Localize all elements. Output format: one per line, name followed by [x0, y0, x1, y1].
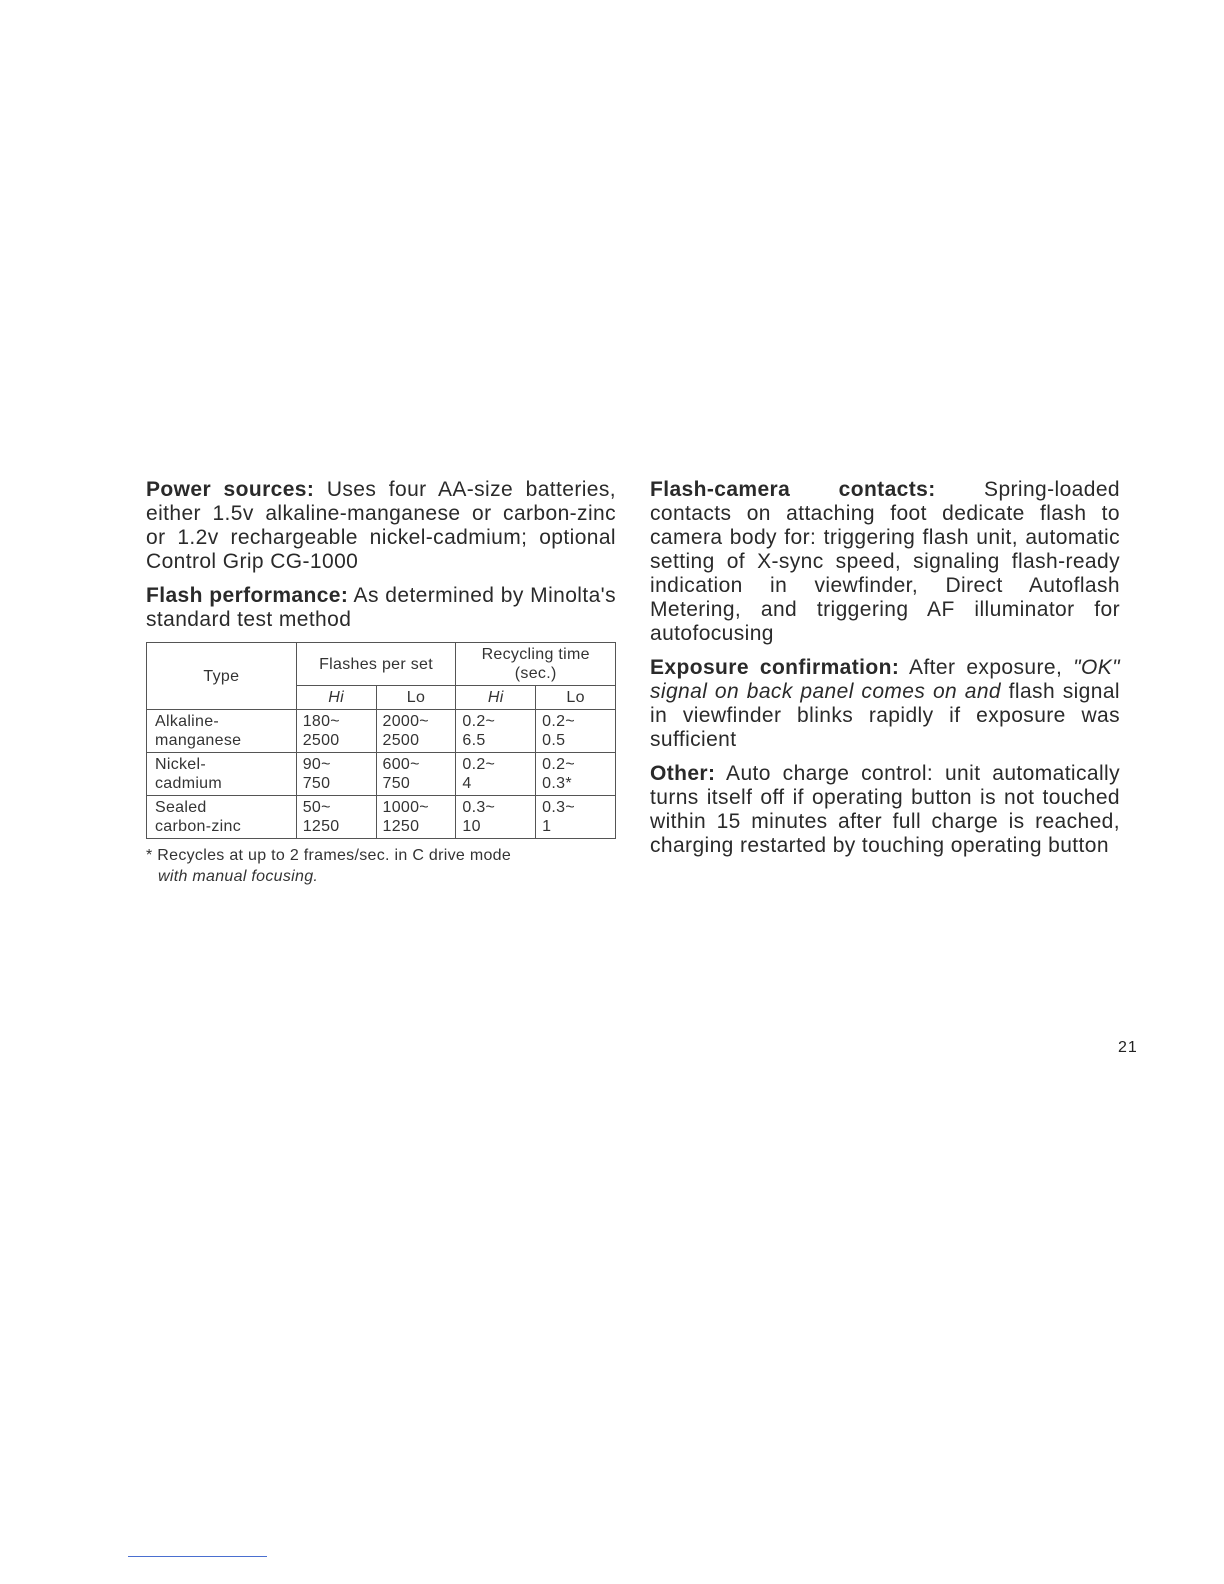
cell-flashes-hi: 180~ 2500 [296, 710, 376, 753]
subheader-flashes-hi: Hi [296, 686, 376, 710]
header-recycling-time: Recycling time (sec.) [456, 643, 616, 686]
flash-performance-table [146, 642, 616, 839]
cell-recycling-hi: 0.2~ 4 [456, 753, 536, 796]
exposure-confirmation-paragraph [650, 656, 1120, 752]
bottom-divider [128, 1556, 267, 1557]
flash-performance-term: Flash performance: [146, 584, 349, 607]
exposure-confirmation-text: After exposure, [899, 656, 1074, 679]
table-row [147, 753, 616, 796]
cell-recycling-hi: 0.3~ 10 [456, 796, 536, 839]
footnote-line-2: with manual focusing. [158, 868, 319, 885]
other-term: Other: [650, 762, 716, 785]
footnote-line-1: * Recycles at up to 2 frames/sec. in C drive mode [146, 847, 512, 864]
exposure-confirmation-rest-text: flash signal in viewfinder blinks rapidly if exposure was sufficient [650, 680, 1120, 751]
cell-type: Nickel- cadmium [147, 753, 297, 796]
cell-recycling-lo: 0.3~ 1 [536, 796, 616, 839]
cell-recycling-lo: 0.2~ 0.3* [536, 753, 616, 796]
cell-flashes-hi: 90~ 750 [296, 753, 376, 796]
power-sources-paragraph [146, 478, 616, 574]
cell-recycling-lo: 0.2~ 0.5 [536, 710, 616, 753]
page-number: 21 [1118, 1039, 1138, 1056]
cell-flashes-hi: 50~ 1250 [296, 796, 376, 839]
flash-camera-contacts-text: Spring-loaded contacts on attaching foot dedicate flash to camera body for: triggering flash unit, automatic setting of X-sync speed, signaling flash-ready indication in viewfinder, Direct Autoflash Metering, and triggering AF illuminator for autofocusing [650, 478, 1120, 645]
other-paragraph [650, 762, 1120, 858]
cell-flashes-lo: 1000~ 1250 [376, 796, 456, 839]
subheader-recycling-hi: Hi [456, 686, 536, 710]
exposure-confirmation-term: Exposure confirmation: [650, 656, 900, 679]
subheader-recycling-lo: Lo [536, 686, 616, 710]
cell-recycling-hi: 0.2~ 6.5 [456, 710, 536, 753]
cell-flashes-lo: 2000~ 2500 [376, 710, 456, 753]
cell-flashes-lo: 600~ 750 [376, 753, 456, 796]
power-sources-text: Uses four AA-size batteries, either 1.5v alkaline-manganese or carbon-zinc or 1.2v rechargeable nickel-cadmium; optional Control Grip CG-1000 [146, 478, 616, 573]
exposure-confirmation-italic-text: "OK" signal on back panel comes on and [650, 656, 1121, 703]
power-sources-term: Power sources: [146, 478, 315, 501]
flash-camera-contacts-paragraph [650, 478, 1120, 646]
right-column [650, 478, 1120, 868]
table-row [147, 710, 616, 753]
left-column [146, 478, 616, 887]
flash-performance-paragraph [146, 584, 616, 632]
subheader-flashes-lo: Lo [376, 686, 456, 710]
cell-type: Alkaline- manganese [147, 710, 297, 753]
table-row [147, 796, 616, 839]
flash-camera-contacts-term: Flash-camera contacts: [650, 478, 936, 501]
other-text: Auto charge control: unit automatically turns itself off if operating button is not touched within 15 minutes after full charge is reached, charging restarted by touching operating button [650, 762, 1120, 857]
cell-type: Sealed carbon-zinc [147, 796, 297, 839]
flash-performance-text: As determined by Minolta's standard test method [146, 584, 616, 631]
header-type: Type [147, 643, 297, 710]
header-flashes-per-set: Flashes per set [296, 643, 456, 686]
table-header-row [147, 643, 616, 686]
table-footnote [146, 845, 616, 887]
